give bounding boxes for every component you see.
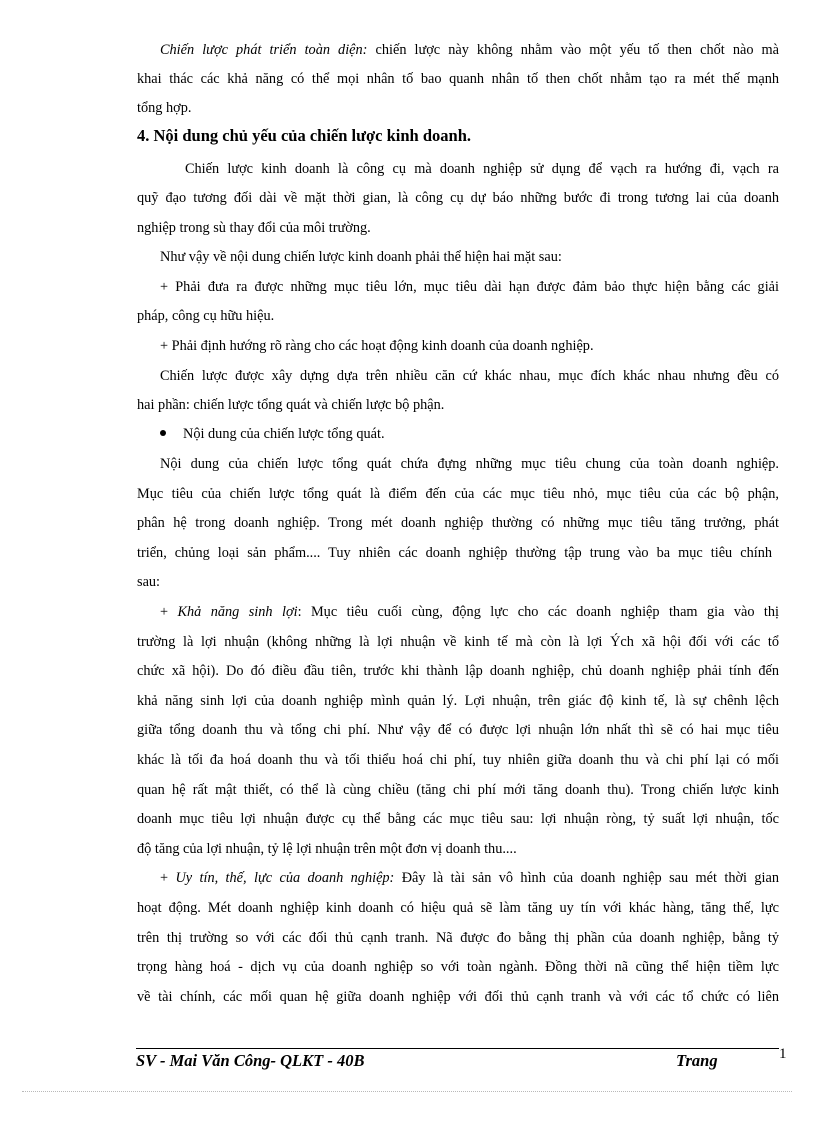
p8-line-3: chức xã hội). Do đó điều đầu tiên, trước khi thành lập doanh nghiệp, chủ doanh nghiệp phải tính đến <box>137 663 779 679</box>
p8-line-8: doanh mục tiêu lợi nhuận được cụ thể bằng các mục tiêu sau: lợi nhuận ròng, tỷ suất lợi nhuận, tốc <box>137 811 779 827</box>
p2-line-2: quỹ đạo tương đối dài về mặt thời gian, là công cụ dự báo những bước đi trong tương lai của doanh <box>137 190 779 206</box>
p5-line-1: + Phải định hướng rõ ràng cho các hoạt động kinh doanh của doanh nghiệp. <box>160 338 594 354</box>
p3-line-1: Như vậy về nội dung chiến lược kinh doanh phải thể hiện hai mặt sau: <box>160 249 562 265</box>
bullet-dot <box>160 430 166 436</box>
p8-line-5: giữa tổng doanh thu và tổng chi phí. Như vậy để có được lợi nhuận lớn nhất thì sẽ có hai mục tiêu <box>137 722 779 738</box>
p8-line-7: quan hệ rất mật thiết, có thể là cùng chiều (tăng chi phí mới tăng doanh thu). Trong chiến lược kinh <box>137 782 779 798</box>
p7-line-2: Mục tiêu của chiến lược tổng quát là điểm đến của các mục tiêu nhỏ, mục tiêu của các bộ phận, <box>137 486 779 502</box>
p8-line-4: khả năng sinh lợi của doanh nghiệp mình quản lý. Lợi nhuận, trên giác độ kinh tế, là sự chênh lệch <box>137 693 779 709</box>
p9-line-5: về tài chính, các mối quan hệ giữa doanh nghiệp với đối thủ cạnh tranh và với các tổ chức có liên <box>137 989 779 1005</box>
p8-italic-term: Khả năng sinh lợi <box>177 604 298 620</box>
p8-line-9: độ tăng của lợi nhuận, tỷ lệ lợi nhuận trên một đơn vị doanh thu.... <box>137 841 517 857</box>
p1-line-3: tổng hợp. <box>137 100 192 116</box>
p8-line-6: khác là tối đa hoá doanh thu và tối thiểu hoá chi phí, tuy nhiên giữa doanh thu và chi phí lại có mối <box>137 752 779 768</box>
p9-line-4: trọng hàng hoá - dịch vụ của doanh nghiệp so với toàn ngành. Đồng thời nã cũng thể hiện tiềm lực <box>137 959 779 975</box>
p9-line-3: trên thị trường so với các đối thủ cạnh tranh. Nã được đo bằng thị phần của doanh nghiệp, bằng tỷ <box>137 930 779 946</box>
p1-line-1-text: chiến lược này không nhằm vào một yếu tố then chốt nào mà <box>367 42 779 58</box>
page-number: 1 <box>779 1046 787 1062</box>
p9-italic-term: Uy tín, thế, lực của doanh nghiệp: <box>175 870 395 886</box>
footer-page-label: Trang <box>676 1051 718 1070</box>
p1-line-2: khai thác các khả năng có thể mọi nhân tố bao quanh nhân tố then chốt nhằm tạo ra mét thế mạnh <box>137 71 779 87</box>
p9-line-1-text: Đây là tài sản vô hình của doanh nghiệp sau mét thời gian <box>394 870 779 886</box>
p4-line-2: pháp, công cụ hữu hiệu. <box>137 308 275 324</box>
p6-line-2: hai phần: chiến lược tổng quát và chiến lược bộ phận. <box>137 397 445 413</box>
p1-italic-term: Chiến lược phát triển toàn diện: <box>160 42 368 58</box>
p7-line-4: triển, chủng loại sản phẩm.... Tuy nhiên các doanh nghiệp thường tập trung vào ba mục tiêu chính <box>137 545 772 561</box>
p7-line-5: sau: <box>137 574 161 590</box>
p2-line-3: nghiệp trong sù thay đổi của môi trường. <box>137 220 371 236</box>
p9-line-1 <box>160 868 779 888</box>
bullet-text: Nội dung của chiến lược tổng quát. <box>183 426 385 442</box>
p8-plus: + <box>160 604 178 620</box>
footer-divider <box>136 1048 779 1049</box>
p9-line-2: hoạt động. Mét doanh nghiệp kinh doanh có hiệu quả sẽ làm tăng uy tín với khác hàng, tăng thế, lực <box>137 900 779 916</box>
p6-line-1: Chiến lược được xây dựng dựa trên nhiều căn cứ khác nhau, mục đích khác nhau nhưng đều có <box>160 368 779 384</box>
p8-line-1 <box>160 602 779 622</box>
p7-line-1: Nội dung của chiến lược tổng quát chứa đựng những mục tiêu chung của toàn doanh nghiệp. <box>160 456 779 472</box>
p2-line-1: Chiến lược kinh doanh là công cụ mà doanh nghiệp sử dụng để vạch ra hướng đi, vạch ra <box>185 161 779 177</box>
p1-line-1 <box>160 40 779 60</box>
p9-plus: + <box>160 870 176 886</box>
p8-line-1-text: : Mục tiêu cuối cùng, động lực cho các doanh nghiệp tham gia vào thị <box>297 604 779 620</box>
p4-line-1: + Phải đưa ra được những mục tiêu lớn, mục tiêu dài hạn được đảm bảo thực hiện bằng các giải <box>160 279 779 295</box>
section-heading: 4. Nội dung chủ yếu của chiến lược kinh doanh. <box>137 126 472 145</box>
page-boundary-dotted-line <box>22 1091 792 1092</box>
p8-line-2: trường là lợi nhuận (không những là lợi nhuận về kinh tế mà còn là lợi Ých xã hội đối với các tổ <box>137 634 779 650</box>
footer-author: SV - Mai Văn Công- QLKT - 40B <box>136 1051 365 1070</box>
p7-line-3: phân hệ trong doanh nghiệp. Trong mét doanh nghiệp thường có những mục tiêu tăng trưởng, phát <box>137 515 779 531</box>
